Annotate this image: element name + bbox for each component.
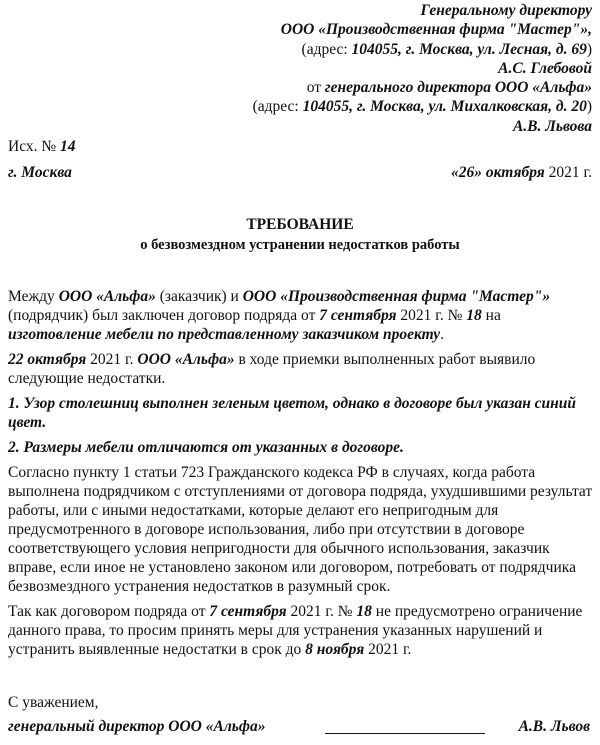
paragraph-contract: Между ООО «Альфа» (заказчик) и ООО «Производственная фирма "Мастер"» (подрядчик) был заключен договор подряда от 7 сентября 2021 г. № 18 на изготовление мебели по представленному заказчиком проекту. [8,288,551,343]
document-title: ТРЕБОВАНИЕ [246,216,354,233]
document-city: г. Москва [8,164,72,181]
outgoing-number: Исх. № 14 [8,138,76,155]
defect-item: 1. Узор столешниц выполнен зеленым цветом, однако в договоре был указан синий цвет. [8,395,577,431]
sender-name: А.В. Львова [512,117,592,135]
addressee-block [32,1,592,136]
signer-role: генеральный директор ООО «Альфа» [8,718,266,735]
closing-regards: С уважением, [8,694,99,711]
sender-position: от генерального директора ООО «Альфа» [306,79,592,97]
document-subtitle: о безвозмездном устранении недостатков работы [140,237,460,253]
signature-line [325,733,485,734]
signer-name: А.В. Львов [518,718,590,735]
paragraph-legal-basis: Согласно пункту 1 статьи 723 Гражданского кодекса РФ в случаях, когда работа выполнена подрядчиком с отступлениями от договора подряда, ухудшившими результат работы, или с иными недостатками, которые делают его непригодным для предусмотренного в договоре использования, либо при отсутствии в договоре соответствующего условия непригодности для обычного использования, заказчик вправе, если иное не установлено законом или договором, потребовать от подрядчика безвозмездного устранения недостатков в разумный срок. [8,464,593,595]
recipient-address: (адрес: 104055, г. Москва, ул. Лесная, д. 69) [301,40,592,58]
paragraph-inspection: 22 октября 2021 г. ООО «Альфа» в ходе приемки выполненных работ выявило следующие недостатки. [8,351,536,387]
document-date: «26» октября 2021 г. [450,164,592,181]
recipient-position: Генеральному директору [420,2,592,19]
document-body [8,287,598,665]
recipient-name: А.С. Глебовой [498,59,592,77]
sender-address: (адрес: 104055, г. Москва, ул. Михалковская, д. 20) [252,98,592,116]
recipient-company: ООО «Производственная фирма "Мастер"», [280,21,592,39]
defect-item: 2. Размеры мебели отличаются от указанных в договоре. [8,439,404,456]
paragraph-demand: Так как договором подряда от 7 сентября 2021 г. № 18 не предусмотрено ограничение данного права, то просим принять меры для устранения указанных нарушений и устранить выявленные недостатки в срок до 8 ноября 2021 г. [8,603,583,658]
document-title-block [0,215,600,255]
